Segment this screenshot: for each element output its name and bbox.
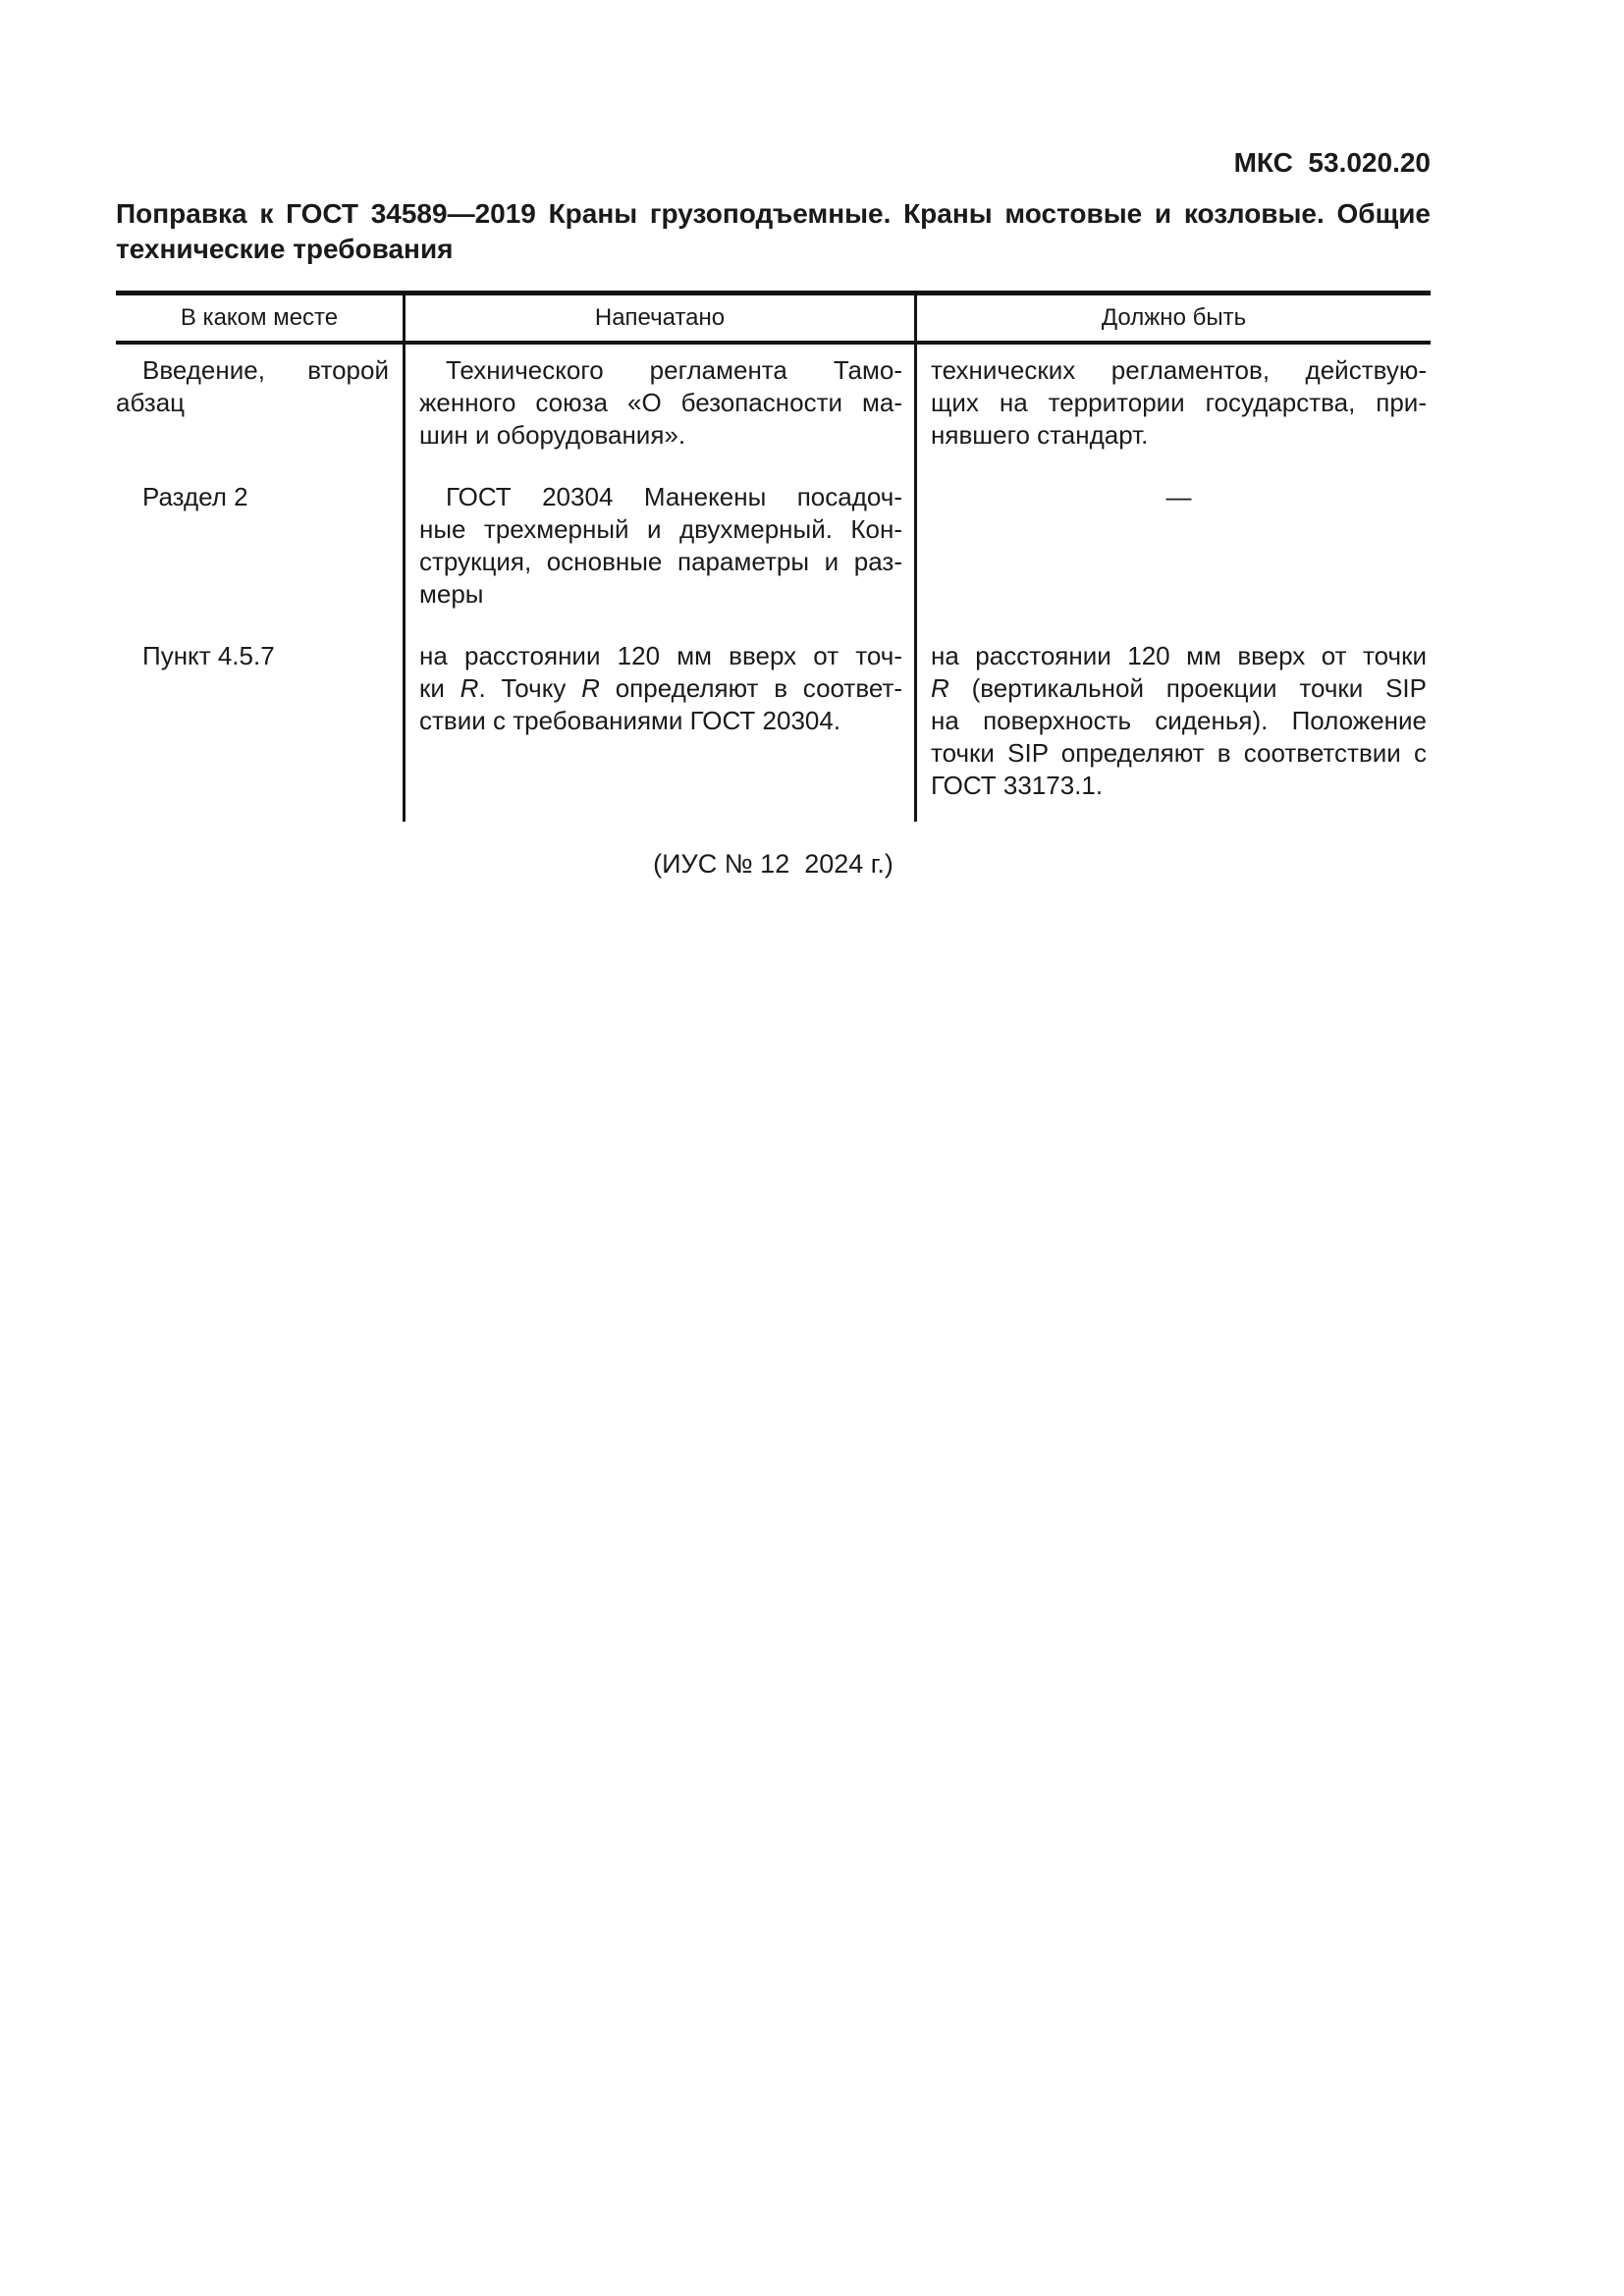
- printed-line: женного союза «О безопасности ма-: [419, 388, 902, 417]
- printed-line: ГОСТ 20304 Манекены посадоч-: [446, 482, 902, 511]
- printed-line: меры: [419, 579, 484, 609]
- table-cell-place: Пункт 4.5.7: [142, 641, 275, 670]
- column-header-place: В каком месте: [116, 295, 403, 345]
- should-be-line: на расстоянии 120 мм вверх от точки: [931, 641, 1427, 670]
- printed-line: ные трехмерный и двухмерный. Кон-: [419, 514, 902, 544]
- should-be-line: щих на территории государства, при-: [931, 388, 1427, 417]
- table-cell-printed: [403, 630, 914, 822]
- printed-line: ствии с требованиями ГОСТ 20304.: [419, 706, 841, 735]
- table-cell-should-be: [914, 471, 1431, 630]
- table-cell-printed: [403, 345, 914, 471]
- should-be-line: ГОСТ 33173.1.: [931, 771, 1104, 800]
- should-be-line: нявшего стандарт.: [931, 420, 1149, 450]
- amendment-title-line-2: технические требования: [116, 234, 454, 264]
- printed-line: ки R. Точку R определяют в соответ-: [419, 673, 903, 703]
- printed-line: Технического регламента Тамо-: [446, 355, 902, 385]
- amendment-title-line-1: Поправка к ГОСТ 34589—2019 Краны грузоподъемные. Краны мостовые и козловые. Общие: [116, 198, 1431, 229]
- should-be-line: R (вертикальной проекции точки SIP: [931, 673, 1427, 703]
- table-cell-place: Раздел 2: [142, 482, 248, 511]
- table-cell-printed: [403, 471, 914, 630]
- should-be-line: точки SIP определяют в соответствии с: [931, 738, 1427, 768]
- table-cell-place: Введение, второй абзац: [116, 355, 389, 417]
- table-cell-should-be: [914, 630, 1431, 822]
- page-content: [116, 0, 1431, 880]
- column-header-should-be: Должно быть: [914, 295, 1431, 345]
- table-cell-should-be: [914, 345, 1431, 471]
- printed-line: на расстоянии 120 мм вверх от точ-: [419, 641, 902, 670]
- mks-classification-code: МКС 53.020.20: [1233, 147, 1431, 178]
- column-header-printed: Напечатано: [403, 295, 914, 345]
- should-be-empty-dash: —: [1165, 482, 1192, 511]
- ius-issue-note: (ИУС № 12 2024 г.): [653, 849, 893, 879]
- should-be-line: на поверхность сиденья). Положение: [931, 706, 1427, 735]
- should-be-line: технических регламентов, действую-: [931, 355, 1427, 385]
- amendment-table: [116, 291, 1431, 822]
- printed-line: струкция, основные параметры и раз-: [419, 547, 902, 576]
- amendment-title: [116, 196, 1431, 267]
- printed-line: шин и оборудования».: [419, 420, 686, 450]
